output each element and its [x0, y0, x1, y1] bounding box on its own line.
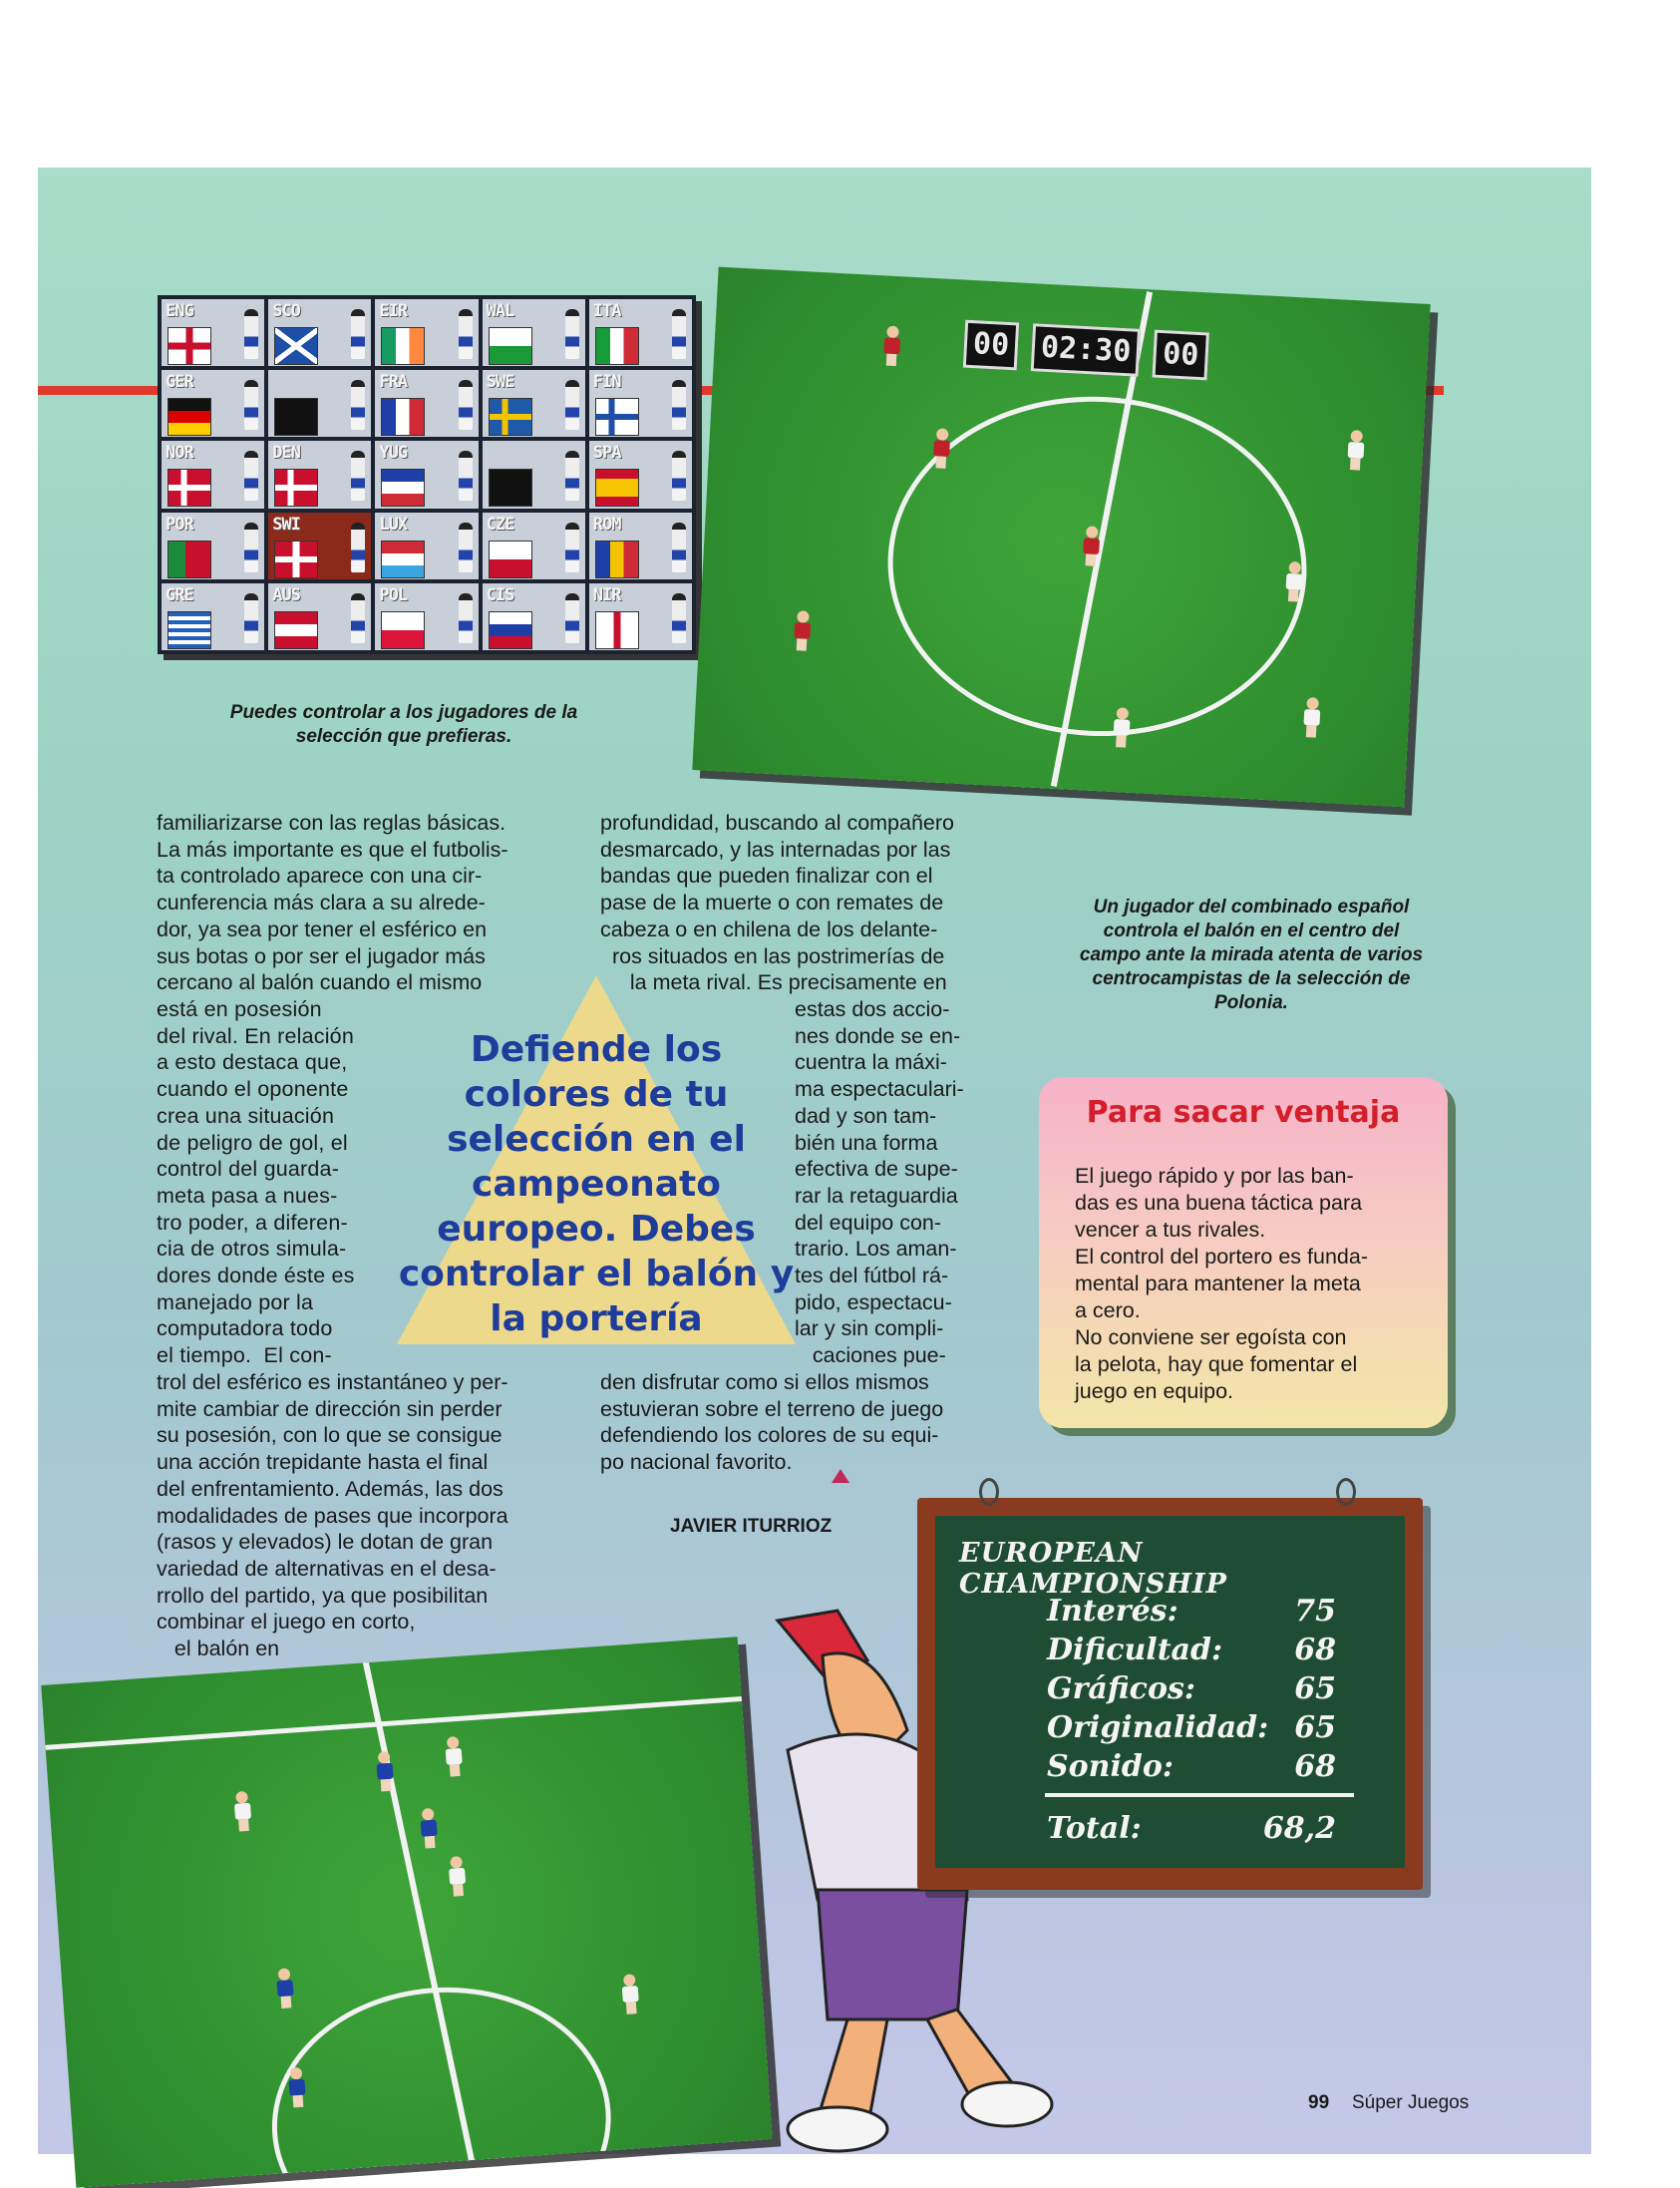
team-code: DEN — [272, 443, 300, 464]
player-kit-icon — [459, 309, 473, 359]
page-number: 99 — [1308, 2092, 1330, 2113]
player-kit-icon — [672, 451, 686, 501]
end-of-article-icon — [832, 1469, 849, 1483]
player-sprite-controlled — [1083, 526, 1101, 566]
team-code: POR — [166, 514, 193, 535]
player-kit-icon — [672, 380, 686, 430]
score-row-originalidad: Originalidad: 65 — [1047, 1710, 1336, 1745]
score-value: 68 — [1294, 1749, 1336, 1784]
player-kit-icon — [244, 451, 258, 501]
player-sprite — [445, 1736, 464, 1777]
match-screenshot-bottom — [41, 1637, 773, 2188]
team-code: CZE — [486, 514, 514, 535]
article-col2-narrow: estas dos accio- nes donde se en- cuentra la máxi- ma espectaculari- dad y son tam- bién una forma efectiva de supe- rar la retaguardia del equipo con- trario. Los aman- tes del fútbol rá- pido, espectacu- lar y sin compli- caciones pue- — [795, 997, 964, 1368]
player-kit-icon — [672, 593, 686, 643]
flag-icon — [381, 541, 425, 578]
flag-icon — [274, 469, 318, 507]
article-col1-top: familiarizarse con las reglas básicas. La más importante es que el futbolis- ta controlado aparece con una cir- cunferencia más clara a su alrede- dor, ya sea por tener el esférico en sus botas o por ser el jugador más cercano al balón cuando el mismo — [157, 811, 508, 995]
team-cell — [375, 370, 478, 437]
player-kit-icon — [565, 380, 579, 430]
team-code: SCO — [272, 301, 300, 321]
team-cell — [268, 370, 371, 437]
team-cell — [483, 583, 585, 650]
score-value: 65 — [1294, 1671, 1336, 1706]
score-row-total: Total: 68,2 — [1047, 1811, 1336, 1846]
flag-icon — [489, 398, 532, 436]
team-cell — [268, 441, 371, 508]
tips-box — [1039, 1077, 1448, 1428]
team-cell — [483, 441, 585, 508]
team-cell — [589, 513, 692, 579]
player-kit-icon — [672, 523, 686, 572]
player-kit-icon — [565, 523, 579, 572]
flag-icon — [595, 327, 639, 365]
team-code: NIR — [592, 584, 621, 605]
flag-icon — [489, 327, 532, 365]
flag-icon — [274, 327, 318, 365]
team-cell — [483, 370, 585, 437]
score-value: 68 — [1294, 1633, 1336, 1667]
team-cell — [375, 583, 478, 650]
team-code: ROM — [592, 514, 621, 535]
team-code: EIR — [379, 301, 408, 321]
flag-icon — [595, 469, 639, 507]
team-cell — [162, 441, 264, 508]
team-code: CIS — [486, 584, 514, 605]
team-code: ITA — [592, 301, 621, 321]
flag-icon — [381, 611, 425, 649]
player-kit-icon — [565, 593, 579, 643]
score-value: 75 — [1294, 1594, 1336, 1629]
team-code: LUX — [379, 514, 408, 535]
player-kit-icon — [351, 523, 365, 572]
player-kit-icon — [672, 309, 686, 359]
score-row-dificultad: Dificultad: 68 — [1047, 1633, 1336, 1667]
team-cell — [162, 513, 264, 579]
flag-icon — [168, 611, 211, 649]
team-cell — [268, 299, 371, 366]
article-col1-narrow: está en posesión del rival. En relación a esto destaca que, cuando el oponente crea una situación de peligro de gol, el control del guarda- meta pasa a nues- tro poder, a diferen- cia de otros simula- dores donde éste es manejado por la computadora todo el tiempo. El con- — [157, 997, 355, 1368]
team-cell — [268, 513, 371, 579]
flag-icon — [489, 469, 532, 507]
team-cell — [162, 299, 264, 366]
player-sprite — [276, 1968, 295, 2008]
match-screenshot-center — [692, 267, 1430, 808]
caption-team-select: Puedes controlar a los jugadores de la selección que prefieras. — [229, 702, 578, 747]
author-byline: JAVIER ITURRIOZ — [670, 1516, 833, 1537]
flag-icon — [274, 398, 318, 436]
tips-title: Para sacar ventaja — [1086, 1095, 1401, 1130]
player-sprite — [621, 1974, 640, 2014]
player-sprite — [883, 325, 901, 366]
team-code: GER — [166, 372, 193, 393]
flag-icon — [595, 611, 639, 649]
flag-icon — [595, 398, 639, 436]
player-sprite — [376, 1751, 395, 1792]
player-kit-icon — [244, 309, 258, 359]
score-row-interes: Interés: 75 — [1047, 1594, 1336, 1629]
score-row-graficos: Gráficos: 65 — [1047, 1671, 1336, 1706]
player-kit-icon — [459, 593, 473, 643]
article-col2-top: profundidad, buscando al compañero desmarcado, y las internadas por las bandas que pueden finalizar con el pase de la muerte o con remates de cabeza o en chilena de los delante- ros situados en las postrimerías de la meta rival. Es precisamente en — [600, 811, 955, 995]
player-sprite — [932, 428, 950, 469]
flag-icon — [489, 541, 532, 578]
score-away: 00 — [1153, 330, 1209, 381]
player-kit-icon — [565, 309, 579, 359]
flag-icon — [168, 398, 211, 436]
team-cell — [483, 513, 585, 579]
scorecard-chalkboard — [917, 1498, 1423, 1890]
score-row-sonido: Sonido: 68 — [1047, 1749, 1336, 1784]
match-clock: 02:30 — [1031, 323, 1142, 377]
red-divider-left — [38, 386, 160, 395]
team-cell — [375, 441, 478, 508]
team-code: SWI — [272, 514, 300, 535]
score-value: 65 — [1294, 1710, 1336, 1745]
player-kit-icon — [244, 523, 258, 572]
player-kit-icon — [459, 380, 473, 430]
player-sprite — [420, 1808, 439, 1849]
team-code: ENG — [166, 301, 193, 321]
player-sprite — [794, 610, 812, 651]
team-cell — [589, 583, 692, 650]
player-kit-icon — [565, 451, 579, 501]
team-cell — [375, 299, 478, 366]
article-col1-bottom: trol del esférico es instantáneo y per- mite cambiar de dirección sin perder su posesión, con lo que se consigue una acción trepidante hasta el final del enfrentamiento. Además, las dos modalidades de pases que incorpora (rasos y elevados) le dotan de gran variedad de alternativas en el desa- rrollo del partido, ya que posibilitan combinar el juego en corto, el balón en — [157, 1370, 508, 1661]
touchline — [45, 1696, 742, 1750]
player-kit-icon — [351, 309, 365, 359]
team-code: NOR — [166, 443, 193, 464]
team-code: AUS — [272, 584, 300, 605]
team-code: POL — [379, 584, 408, 605]
team-code: WAL — [486, 301, 514, 321]
player-kit-icon — [351, 593, 365, 643]
flag-icon — [168, 469, 211, 507]
score-home: 00 — [963, 320, 1020, 371]
player-kit-icon — [244, 380, 258, 430]
chalkboard-surface — [935, 1516, 1405, 1868]
magazine-name: Súper Juegos — [1352, 2092, 1470, 2113]
team-cell — [375, 513, 478, 579]
pullquote: Defiende los colores de tu selección en el campeonato europeo. Debes controlar el balón y la portería — [398, 1029, 795, 1339]
flag-icon — [274, 541, 318, 578]
team-cell — [268, 583, 371, 650]
scorecard-divider — [1045, 1793, 1354, 1797]
nail-icon — [1336, 1478, 1356, 1506]
center-circle — [263, 1977, 620, 2188]
flag-icon — [489, 611, 532, 649]
team-cell — [483, 299, 585, 366]
team-cell — [162, 583, 264, 650]
player-kit-icon — [459, 523, 473, 572]
team-code: YUG — [379, 443, 408, 464]
flag-icon — [381, 327, 425, 365]
team-code: FIN — [592, 372, 621, 393]
score-total-value: 68,2 — [1262, 1811, 1336, 1846]
team-cell — [589, 441, 692, 508]
article-col2-bottom: den disfrutar como si ellos mismos estuvieran sobre el terreno de juego defendiendo los colores de su equi- po nacional favorito. — [600, 1370, 944, 1475]
flag-icon — [381, 398, 425, 436]
team-code: SWE — [486, 372, 514, 393]
team-cell — [589, 299, 692, 366]
player-kit-icon — [459, 451, 473, 501]
player-sprite — [1113, 707, 1131, 748]
player-kit-icon — [244, 593, 258, 643]
flag-icon — [595, 541, 639, 578]
flag-icon — [168, 327, 211, 365]
player-sprite — [448, 1856, 467, 1897]
team-code: FRA — [379, 372, 408, 393]
team-cell — [162, 370, 264, 437]
nail-icon — [979, 1478, 999, 1506]
team-code: SPA — [592, 443, 621, 464]
scorecard-title: EUROPEAN CHAMPIONSHIP — [959, 1538, 1227, 1600]
tips-text: El juego rápido y por las ban- das es una buena táctica para vencer a tus rivales. El control del portero es funda- mental para mantener la meta a cero. No conviene ser egoísta con la pelota, hay que fomentar el juego en equipo. — [1075, 1164, 1368, 1403]
team-code: GRE — [166, 584, 193, 605]
flag-icon — [274, 611, 318, 649]
player-sprite — [233, 1791, 252, 1832]
flag-icon — [381, 469, 425, 507]
caption-match: Un jugador del combinado español controla el balón en el centro del campo ante la mirada atenta de varios centrocampistas de la selección de Polonia. — [1079, 897, 1424, 1013]
player-sprite — [1285, 561, 1303, 602]
flag-icon — [168, 541, 211, 578]
player-kit-icon — [351, 451, 365, 501]
player-kit-icon — [351, 380, 365, 430]
player-sprite — [288, 2067, 307, 2108]
scoreboard — [963, 320, 1209, 381]
team-select-screenshot — [158, 295, 696, 654]
player-sprite — [1303, 697, 1321, 738]
player-sprite — [1347, 430, 1365, 471]
team-cell — [589, 370, 692, 437]
